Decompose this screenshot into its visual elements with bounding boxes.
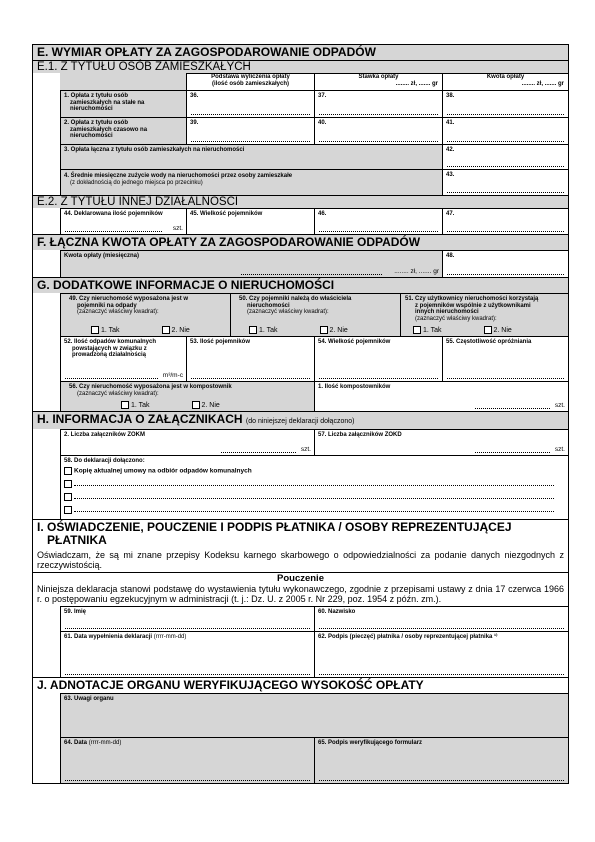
field-61-date[interactable]: 61. Data wypełnienia deklaracji (rrrr-mm-dd): [60, 631, 314, 677]
question-56: 56. Czy nieruchomość wyposażona jest w kompostownik (zaznaczyć właściwy kwadrat): 1. Tak 2. Nie: [60, 381, 314, 411]
row-permanent-residents-label: 1. Opłata z tytułu osób zamieszkałych na stałe na nieruchomości: [60, 90, 186, 117]
pouczenie-text: Niniejsza deklaracja stanowi podstawę do wystawienia tytułu wykonawczego, zgodnie z przepisami ustawy z dnia 17 czerwca 1966 r. o postępowaniu egzekucyjnym w administracji (t. j.: Dz. U. z 2005 r. Nr 229, poz. 1954 z późn. zm.).: [37, 584, 564, 604]
field-47[interactable]: 47.: [442, 208, 568, 234]
field-65-verifier-signature[interactable]: 65. Podpis weryfikującego formularz: [314, 737, 568, 783]
column-header-amount: Kwota opłaty ........ zł, ....... gr: [442, 73, 568, 90]
section-i-title: I. OŚWIADCZENIE, POUCZENIE I PODPIS PŁATNIKA / OSOBY REPREZENTUJĄCEJ PŁATNIKA: [37, 520, 512, 547]
field-monthly-fee[interactable]: Kwota opłaty (miesięczna) ........ zł, ....... gr: [60, 250, 442, 277]
field-62-signature[interactable]: 62. Podpis (pieczęć) płatnika / osoby reprezentującej płatnika ¹⁾: [314, 631, 568, 677]
row-water-usage-label: 4. Średnie miesięczne zużycie wody na nieruchomości przez osoby zamieszkałe (z dokładnością do jednego miejsca po przecinku): [60, 169, 442, 195]
field-36[interactable]: 36.: [186, 90, 314, 117]
field-53[interactable]: 53. Ilość pojemników: [186, 336, 314, 381]
field-45[interactable]: 45. Wielkość pojemników: [186, 208, 314, 234]
section-f-title: F. ŁĄCZNA KWOTA OPŁATY ZA ZAGOSPODAROWANIE ODPADÓW: [37, 235, 421, 249]
section-e: [33, 45, 568, 235]
checkbox-51-no[interactable]: 2. Nie: [484, 327, 512, 334]
section-f: [33, 235, 568, 278]
row-total-residents-label: 3. Opłata łączna z tytułu osób zamieszkałych na nieruchomości: [60, 144, 442, 169]
field-55[interactable]: 55. Częstotliwość opróżniania: [442, 336, 568, 381]
field-composter-count[interactable]: 1. Ilość kompostowników szt.: [314, 381, 568, 411]
field-42[interactable]: 42.: [442, 144, 568, 169]
question-49: 49. Czy nieruchomość wyposażona jest w pojemniki na odpady (zaznaczyć właściwy kwadrat): 1. Tak 2. Nie: [60, 293, 230, 336]
field-43[interactable]: 43.: [442, 169, 568, 195]
field-59-first-name[interactable]: 59. Imię: [60, 606, 314, 631]
declaration-form: [32, 44, 569, 784]
field-39[interactable]: 39.: [186, 117, 314, 144]
field-40[interactable]: 40.: [314, 117, 442, 144]
section-e1-title: E.1. Z TYTUŁU OSÓB ZAMIESZKAŁYCH: [33, 60, 568, 73]
field-48[interactable]: 48.: [442, 250, 568, 277]
checkbox-50-yes[interactable]: 1. Tak: [249, 327, 278, 334]
checkbox-56-no[interactable]: 2. Nie: [192, 402, 220, 409]
field-38[interactable]: 38.: [442, 90, 568, 117]
attachment-3[interactable]: [64, 493, 564, 501]
field-57[interactable]: 57. Liczba załączników ZOKD szt.: [314, 429, 568, 455]
section-e-title: E. WYMIAR OPŁATY ZA ZAGOSPODAROWANIE ODPADÓW: [37, 45, 376, 59]
checkbox-56-yes[interactable]: 1. Tak: [121, 402, 150, 409]
column-header-base: Podstawa wyliczenia opłaty (ilość osób zamieszkałych): [186, 73, 314, 90]
field-64-date[interactable]: 64. Data (rrrr-mm-dd): [60, 737, 314, 783]
field-60-last-name[interactable]: 60. Nazwisko: [314, 606, 568, 631]
section-g: [33, 278, 568, 412]
checkbox-50-no[interactable]: 2. Nie: [320, 327, 348, 334]
checkbox-49-yes[interactable]: 1. Tak: [91, 327, 120, 334]
question-50: 50. Czy pojemniki należą do właściciela nieruchomości (zaznaczyć właściwy kwadrat): 1. Tak 2. Nie: [230, 293, 400, 336]
row-temporary-residents-label: 2. Opłata z tytułu osób zamieszkałych czasowo na nieruchomości: [60, 117, 186, 144]
attachment-2[interactable]: [64, 480, 564, 488]
attachment-1[interactable]: Kopię aktualnej umowy na odbiór odpadów komunalnych: [64, 467, 252, 475]
section-i: [33, 520, 568, 678]
field-58-attachments: 58. Do deklaracji dołączono: Kopię aktualnej umowy na odbiór odpadów komunalnych: [60, 455, 568, 519]
checkbox-49-no[interactable]: 2. Nie: [162, 327, 190, 334]
section-g-title: G. DODATKOWE INFORMACJE O NIERUCHOMOŚCI: [37, 278, 335, 292]
field-37[interactable]: 37.: [314, 90, 442, 117]
field-52[interactable]: 52. Ilość odpadów komunalnych powstających w związku z prowadzoną działalnością m³/m-c: [60, 336, 186, 381]
column-header-rate: Stawka opłaty ........ zł, ....... gr: [314, 73, 442, 90]
field-63-notes[interactable]: 63. Uwagi organu: [60, 693, 568, 737]
section-e2-title: E.2. Z TYTUŁU INNEJ DZIAŁALNOŚCI: [33, 195, 568, 208]
field-41[interactable]: 41.: [442, 117, 568, 144]
pouczenie-heading: Pouczenie: [277, 573, 324, 584]
field-zokm-count[interactable]: 2. Liczba załączników ZOKM szt.: [60, 429, 314, 455]
checkbox-51-yes[interactable]: 1. Tak: [413, 327, 442, 334]
statement-text: Oświadczam, że są mi znane przepisy Kodeksu karnego skarbowego o odpowiedzialności za podanie danych niezgodnych z rzeczywistością.: [37, 550, 564, 570]
section-h: [33, 412, 568, 520]
section-h-title: H. INFORMACJA O ZAŁĄCZNIKACH (do niniejszej deklaracji dołączono): [37, 412, 355, 426]
field-46[interactable]: 46.: [314, 208, 442, 234]
section-j-title: J. ADNOTACJE ORGANU WERYFIKUJĄCEGO WYSOKOŚĆ OPŁATY: [37, 678, 424, 692]
field-54[interactable]: 54. Wielkość pojemników: [314, 336, 442, 381]
field-44[interactable]: 44. Deklarowana ilość pojemników szt.: [60, 208, 186, 234]
question-51: 51. Czy użytkownicy nieruchomości korzystają z pojemników wspólnie z użytkownikami innych nieruchomości (zaznaczyć właściwy kwadrat): 1. Tak 2. Nie: [400, 293, 568, 336]
attachment-4[interactable]: [64, 506, 564, 514]
section-j: [33, 678, 568, 783]
